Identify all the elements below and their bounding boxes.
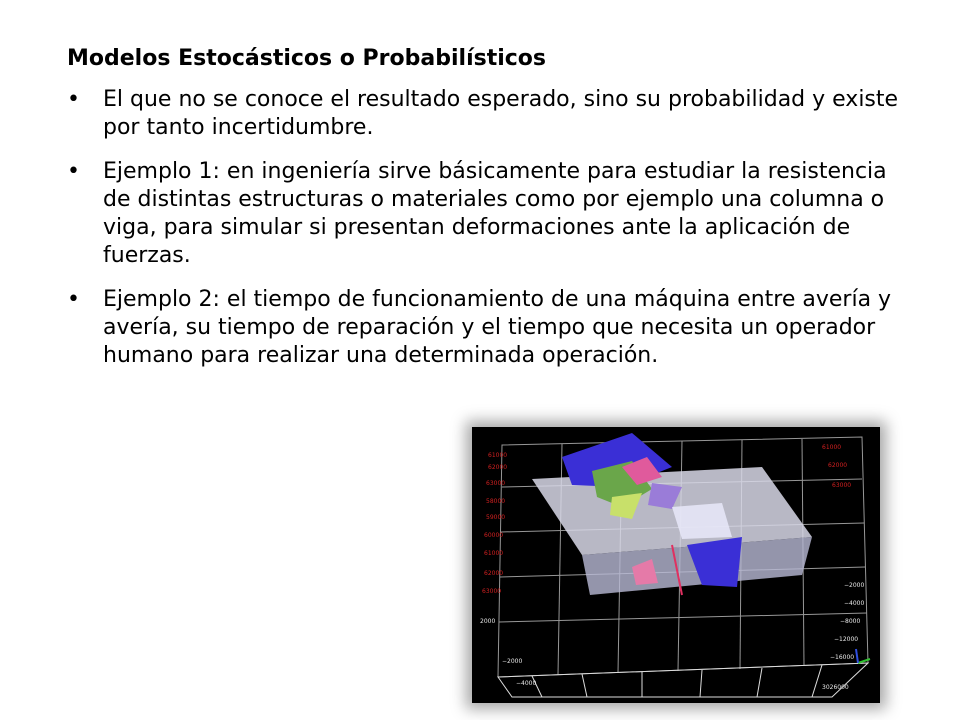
bullet-item bbox=[67, 286, 907, 370]
svg-text:2000: 2000 bbox=[480, 618, 496, 625]
svg-text:63000: 63000 bbox=[486, 480, 506, 487]
svg-text:58000: 58000 bbox=[486, 498, 506, 505]
svg-text:59000: 59000 bbox=[486, 514, 506, 521]
bullet-text: Ejemplo 1: en ingeniería sirve básicamente para estudiar la resistencia de distintas estructuras o materiales como por ejemplo una columna o viga, para simular si presentan deformaciones ante la aplicación de fuerzas. bbox=[103, 159, 887, 268]
svg-text:−16000: −16000 bbox=[830, 654, 855, 661]
svg-text:62000: 62000 bbox=[828, 462, 848, 469]
bullet-icon: • bbox=[67, 87, 80, 112]
svg-text:61000: 61000 bbox=[488, 452, 508, 459]
bullet-list bbox=[67, 86, 907, 386]
svg-text:3026000: 3026000 bbox=[822, 684, 849, 691]
svg-text:−2000: −2000 bbox=[844, 582, 865, 589]
svg-text:−4000: −4000 bbox=[844, 600, 865, 607]
svg-text:62000: 62000 bbox=[488, 464, 508, 471]
svg-text:61000: 61000 bbox=[822, 444, 842, 451]
bullet-text: El que no se conoce el resultado esperado, sino su probabilidad y existe por tanto incertidumbre. bbox=[103, 87, 899, 140]
svg-text:−2000: −2000 bbox=[502, 658, 523, 665]
3d-model-image bbox=[472, 427, 880, 703]
svg-text:−4000: −4000 bbox=[516, 680, 537, 687]
bullet-text: Ejemplo 2: el tiempo de funcionamiento de una máquina entre avería y avería, su tiempo de reparación y el tiempo que necesita un operador humano para realizar una determinada operación. bbox=[103, 287, 892, 368]
svg-text:60000: 60000 bbox=[484, 532, 504, 539]
slide-title: Modelos Estocásticos o Probabilísticos bbox=[67, 46, 547, 71]
3d-grid-illustration bbox=[472, 427, 880, 703]
svg-text:61000: 61000 bbox=[484, 550, 504, 557]
svg-text:62000: 62000 bbox=[484, 570, 504, 577]
bullet-item bbox=[67, 86, 907, 142]
bullet-icon: • bbox=[67, 287, 80, 312]
svg-text:63000: 63000 bbox=[482, 588, 502, 595]
bullet-icon: • bbox=[67, 159, 80, 184]
svg-text:−12000: −12000 bbox=[834, 636, 859, 643]
svg-text:63000: 63000 bbox=[832, 482, 852, 489]
bullet-item bbox=[67, 158, 907, 270]
svg-text:−8000: −8000 bbox=[840, 618, 861, 625]
